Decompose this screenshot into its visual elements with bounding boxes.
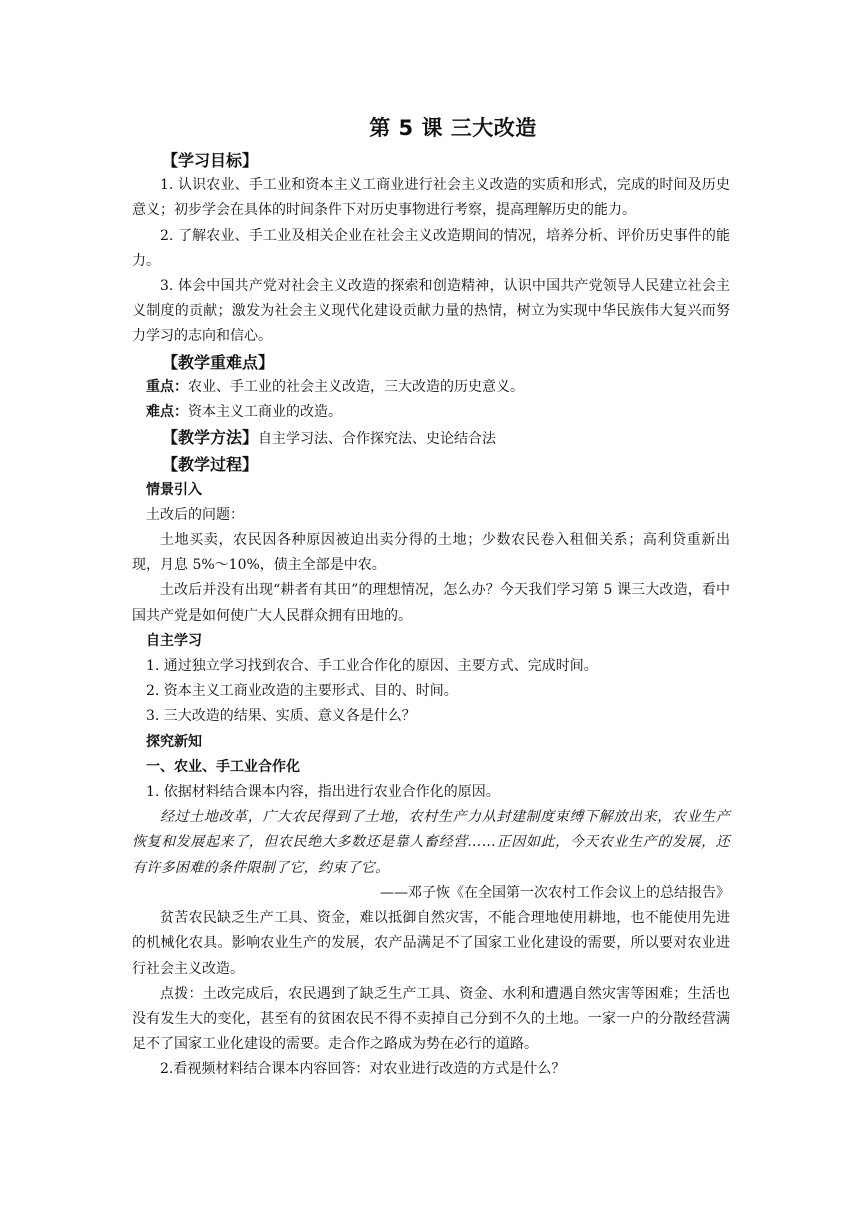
question-2: 2.看视频材料结合课本内容回答：对农业进行改造的方式是什么？: [160, 1061, 566, 1078]
self-study-item: 2. 资本主义工商业改造的主要形式、目的、时间。: [146, 683, 458, 700]
self-study-item: 1. 通过独立学习找到农合、手工业合作化的原因、主要方式、完成时间。: [146, 658, 598, 675]
quote-source: ——邓子恢《在全国第一次农村工作会议上的总结报告》: [380, 884, 730, 901]
objective-item: 3. 体会中国共产党对社会主义改造的探索和创造精神，认识中国共产党领导人民建立社会主义制度的贡献；激发为社会主义现代化建设贡献力量的热情，树立为实现中华民族伟大复兴而努力学习的志向和信心。: [132, 278, 730, 345]
objectives-heading: 【学习目标】: [162, 151, 259, 170]
question-1: 1. 依据材料结合课本内容，指出进行农业合作化的原因。: [146, 784, 500, 801]
intro-question: 土改后的问题：: [146, 506, 244, 523]
self-study-heading: 自主学习: [146, 632, 202, 649]
difficulty-label: 难点：: [146, 404, 188, 421]
methods-line: [132, 425, 730, 452]
tip-paragraph: 点拨：土改完成后，农民遇到了缺乏生产工具、资金、水利和遭遇自然灾害等困难；生活也没有发生大的变化，甚至有的贫困农民不得不卖掉自己分到不久的土地。一家一户的分散经营满足不了国家工业化建设的需要。走合作之路成为势在必行的道路。: [132, 985, 730, 1053]
key-points-heading: 【教学重难点】: [162, 352, 275, 372]
explore-heading: 探究新知: [146, 733, 202, 750]
section1-heading: 一、农业、手工业合作化: [146, 758, 300, 775]
document-body: [132, 148, 730, 1083]
intro-paragraph: 土地买卖，农民因各种原因被迫出卖分得的土地；少数农民卷入租佃关系；高利贷重新出现，月息 5%～10%，债主全部是中农。: [132, 532, 730, 574]
objective-item: 1. 认识农业、手工业和资本主义工商业进行社会主义改造的实质和形式，完成的时间及历史意义；初步学会在具体的时间条件下对历史事物进行考察，提高理解历史的能力。: [132, 177, 730, 219]
focus-label: 重点：: [146, 378, 188, 395]
intro-paragraph: 土改后并没有出现“耕者有其田”的理想情况，怎么办？今天我们学习第 5 课三大改造，看中国共产党是如何使广大人民群众拥有田地的。: [132, 582, 730, 624]
methods-text: 自主学习法、合作探究法、史论结合法: [258, 431, 497, 448]
self-study-item: 3. 三大改造的结果、实质、意义各是什么？: [146, 708, 416, 725]
focus-text: 农业、手工业的社会主义改造，三大改造的历史意义。: [188, 378, 524, 395]
focus-line: [132, 375, 730, 400]
answer-1: 贫苦农民缺乏生产工具、资金，难以抵御自然灾害，不能合理地使用耕地，也不能使用先进的机械化农具。影响农业生产的发展，农产品满足不了国家工业化建设的需要，所以要对农业进行社会主义改造。: [132, 910, 730, 977]
intro-heading: 情景引入: [146, 481, 202, 498]
objective-item: 2. 了解农业、手工业及相关企业在社会主义改造期间的情况，培养分析、评价历史事件的能力。: [132, 227, 730, 269]
methods-heading: 【教学方法】: [162, 428, 259, 448]
quote-block: 经过土地改革，广大农民得到了土地，农村生产力从封建制度束缚下解放出来，农业生产恢复和发展起来了，但农民绝大多数还是靠人畜经营……正因如此，今天农业生产的发展，还有许多困难的条件限制了它，约束了它。: [132, 809, 730, 876]
page-title: 第 5 课 三大改造: [369, 116, 537, 140]
process-heading: 【教学过程】: [162, 455, 259, 475]
difficulty-text: 资本主义工商业的改造。: [188, 404, 342, 421]
difficulty-line: [132, 400, 730, 425]
